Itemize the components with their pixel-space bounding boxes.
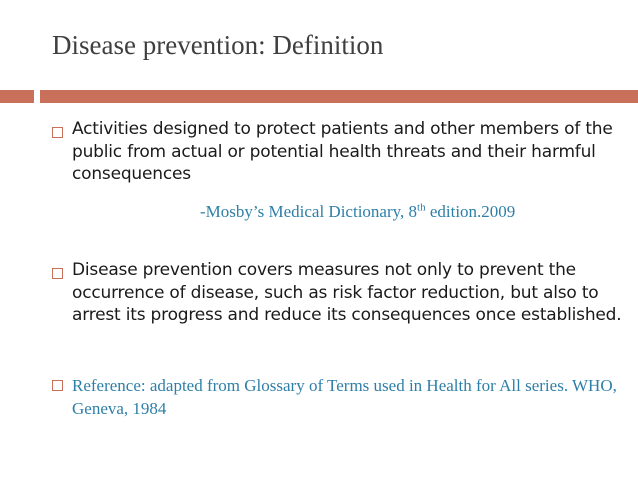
page-title: Disease prevention: Definition (52, 30, 384, 60)
definition-text: Activities designed to protect patients and other members of the public from actual or potential health threats and their harmful consequences (72, 119, 613, 184)
prevention-scope-text: Disease prevention covers measures not only to prevent the occurrence of disease, such as risk factor reduction, but also to arrest its progress and reduce its consequences once established. (72, 260, 622, 325)
bullet-icon (52, 268, 63, 279)
accent-bar-left (0, 90, 34, 103)
bullet-icon (52, 127, 63, 138)
accent-bar-main (40, 90, 638, 103)
citation (200, 201, 620, 223)
reference-text: Reference: adapted from Glossary of Terms used in Health for All series. WHO, Geneva, 1984 (72, 376, 617, 418)
bullet-icon (52, 380, 63, 391)
citation-prefix: -Mosby’s Medical Dictionary, 8 (200, 202, 418, 221)
citation-suffix: edition.2009 (425, 202, 516, 221)
citation-superscript: th (417, 201, 426, 214)
